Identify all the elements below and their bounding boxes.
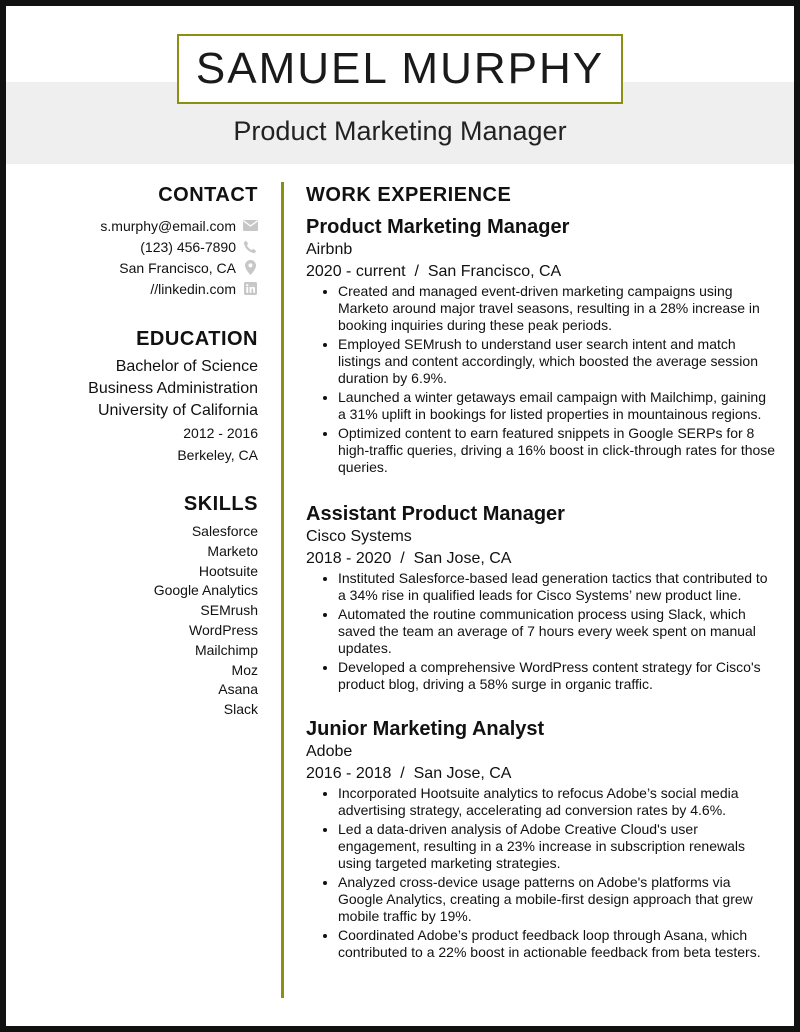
skill-item: Asana — [218, 681, 258, 698]
job-bullet: • Launched a winter getaways email campaign with Mailchimp, gaining a 31% uplift in bookings for listed properties in mountainous regions. — [338, 389, 776, 423]
job-bullet: • Analyzed cross-device usage patterns on Adobe's platforms via Google Analytics, creating a mobile-first design approach that grew mobile traffic by 19%. — [338, 874, 776, 925]
job-dates-location: 2016 - 2018 / San Jose, CA — [306, 765, 512, 782]
contact-phone-text: (123) 456-7890 — [140, 238, 236, 255]
job-bullet: • Instituted Salesforce-based lead generation tactics that contributed to a 34% rise in qualified leads for Cisco Systems’ new product line. — [338, 570, 776, 604]
contact-location-text: San Francisco, CA — [119, 259, 236, 276]
skill-item: Salesforce — [191, 523, 258, 539]
job-dates-location: 2018 - 2020 / San Jose, CA — [306, 550, 512, 567]
education-heading: EDUCATION — [136, 328, 258, 350]
skill-item: Mailchimp — [194, 641, 258, 658]
education-location: Berkeley, CA — [177, 447, 258, 463]
job-bullet: • Led a data-driven analysis of Adobe Creative Cloud's user engagement, resulting in a 23% increase in subscription renewals using targeted marketing strategies. — [338, 821, 776, 872]
skills-heading: SKILLS — [183, 493, 258, 515]
job-bullet: • Optimized content to earn featured snippets in Google SERPs for 8 high-traffic queries, driving a 16% boost in click-through rates for those queries. — [338, 425, 776, 476]
education-degree: Bachelor of Science — [115, 358, 258, 375]
job-bullet: • Created and managed event-driven marketing campaigns using Marketo around major travel seasons, resulting in a 28% increase in booking inquiries during these peak periods. — [338, 283, 776, 334]
education-school: University of California — [97, 402, 258, 419]
skill-item: Moz — [231, 661, 258, 678]
education-years: 2012 - 2016 — [183, 425, 258, 441]
contact-email-text: s.murphy@email.com — [100, 217, 236, 234]
job-title: Junior Marketing Analyst — [306, 718, 545, 740]
job-bullet: • Incorporated Hootsuite analytics to refocus Adobe’s social media advertising strategy, accelerating ad conversion rates by 4.6%. — [338, 785, 776, 819]
job-title: Product Marketing Manager — [306, 216, 570, 238]
candidate-title: Product Marketing Manager — [233, 116, 567, 146]
skill-item: WordPress — [189, 621, 258, 638]
skill-item: Google Analytics — [153, 582, 258, 599]
job-bullet: • Automated the routine communication process using Slack, which saved the team an average of 7 hours every week spent on manual updates. — [338, 606, 776, 657]
contact-linkedin-text: //linkedin.com — [150, 280, 236, 297]
job-company: Airbnb — [306, 241, 353, 258]
job-bullet: • Coordinated Adobe’s product feedback loop through Asana, which contributed to a 22% boost in actionable feedback from beta testers. — [338, 927, 776, 961]
job-title: Assistant Product Manager — [306, 503, 565, 525]
job-bullet: • Employed SEMrush to understand user search intent and match listings and content accordingly, which boosted the average session duration by 6.9%. — [338, 336, 776, 387]
candidate-name: SAMUEL MURPHY — [195, 44, 605, 93]
job-company: Adobe — [306, 743, 353, 760]
skill-item: Slack — [223, 701, 258, 718]
work-experience-heading: WORK EXPERIENCE — [306, 184, 512, 206]
education-major: Business Administration — [88, 380, 258, 397]
job-dates-location: 2020 - current / San Francisco, CA — [306, 263, 562, 280]
skill-item: Marketo — [207, 542, 258, 559]
skill-item: Hootsuite — [198, 562, 258, 579]
job-company: Cisco Systems — [306, 528, 412, 545]
skill-item: SEMrush — [200, 602, 258, 619]
job-bullet: • Developed a comprehensive WordPress content strategy for Cisco's product blog, driving a 58% surge in organic traffic. — [338, 659, 776, 693]
contact-heading: CONTACT — [158, 184, 258, 206]
